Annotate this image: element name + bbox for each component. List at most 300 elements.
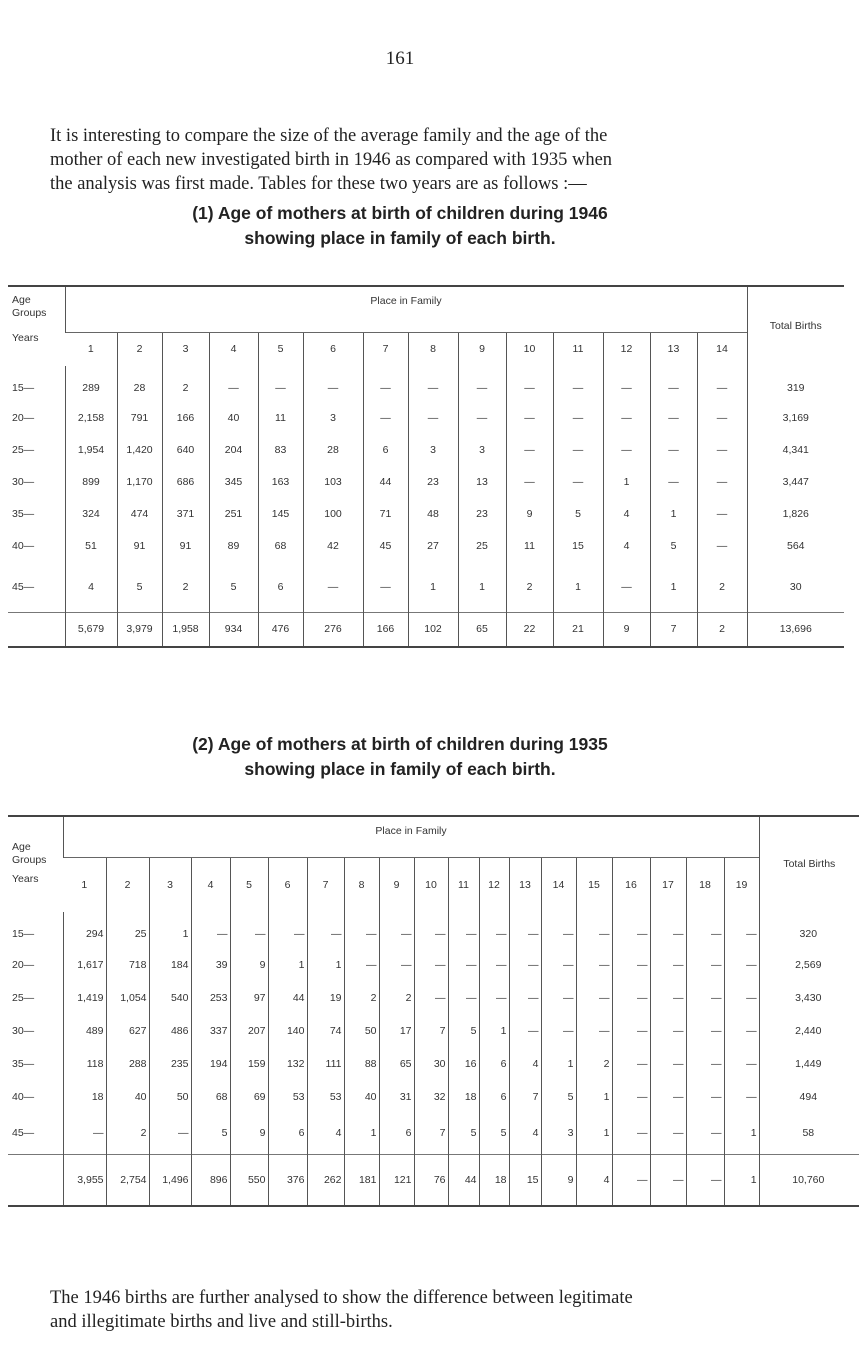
table-cell: — — [458, 402, 506, 434]
age-group-cell: 30— — [12, 1024, 35, 1037]
column-header: 14 — [697, 332, 747, 366]
column-header: 12 — [479, 857, 509, 912]
table-cell: 1 — [541, 1047, 576, 1080]
table-cell: — — [612, 948, 650, 981]
table-cell: 1 — [724, 1113, 759, 1154]
column-header: 6 — [268, 857, 307, 912]
row-total-cell: 319 — [747, 366, 844, 402]
table-cell: 486 — [149, 1014, 191, 1047]
table-cell: 2 — [697, 562, 747, 612]
table-cell: 7 — [509, 1080, 541, 1113]
table-cell: — — [724, 1080, 759, 1113]
table-cell: 5 — [650, 530, 697, 562]
table-cell: 45 — [363, 530, 408, 562]
table-cell: 7 — [414, 1014, 448, 1047]
column-total-cell: 7 — [650, 612, 697, 647]
table-cell: — — [612, 1047, 650, 1080]
table-cell: — — [650, 402, 697, 434]
table-cell: 118 — [63, 1047, 106, 1080]
table-cell: 194 — [191, 1047, 230, 1080]
column-total-cell: 1,958 — [162, 612, 209, 647]
table-cell: — — [258, 366, 303, 402]
table-cell: 53 — [268, 1080, 307, 1113]
table-cell: 5 — [448, 1014, 479, 1047]
table-cell: 6 — [363, 434, 408, 466]
table-cell: 1,954 — [65, 434, 117, 466]
table-cell: — — [363, 562, 408, 612]
table-cell: 337 — [191, 1014, 230, 1047]
column-header: 7 — [363, 332, 408, 366]
table-cell: — — [650, 466, 697, 498]
table-cell: — — [408, 366, 458, 402]
table-cell: 23 — [458, 498, 506, 530]
row-total-cell: 320 — [759, 912, 859, 948]
table-cell: 71 — [363, 498, 408, 530]
table-cell: 1,419 — [63, 981, 106, 1014]
table-cell: — — [697, 530, 747, 562]
table-cell: 25 — [106, 912, 149, 948]
column-total-cell: 22 — [506, 612, 553, 647]
table-cell: 5 — [541, 1080, 576, 1113]
table-cell: — — [576, 912, 612, 948]
table-cell: 1 — [344, 1113, 379, 1154]
age-group-cell: 45— — [12, 580, 35, 593]
table-row — [8, 530, 844, 562]
column-total-cell: 9 — [603, 612, 650, 647]
age-group-cell: 20— — [12, 412, 35, 424]
table-cell: 288 — [106, 1047, 149, 1080]
column-header: 1 — [65, 332, 117, 366]
table-cell: — — [650, 981, 686, 1014]
column-total-cell: 18 — [479, 1154, 509, 1206]
table-cell: — — [509, 948, 541, 981]
table-cell: 89 — [209, 530, 258, 562]
table-cell: 48 — [408, 498, 458, 530]
row-total-cell: 2,569 — [759, 948, 859, 981]
column-total-cell: 76 — [414, 1154, 448, 1206]
column-total-cell: 15 — [509, 1154, 541, 1206]
table-cell: — — [650, 1113, 686, 1154]
table-cell: 235 — [149, 1047, 191, 1080]
table-cell: 69 — [230, 1080, 268, 1113]
table-row — [8, 1014, 859, 1047]
table-cell: 2 — [379, 981, 414, 1014]
table-cell: 1 — [576, 1113, 612, 1154]
column-total-cell: 44 — [448, 1154, 479, 1206]
table-cell: 2 — [162, 562, 209, 612]
table-cell: 1,617 — [63, 948, 106, 981]
table-cell: 28 — [117, 366, 162, 402]
row-total-cell: 58 — [759, 1113, 859, 1154]
table-cell: 1 — [603, 466, 650, 498]
table-cell: 16 — [448, 1047, 479, 1080]
table-cell: 3 — [303, 402, 363, 434]
table-cell: 474 — [117, 498, 162, 530]
intro-line: mother of each new investigated birth in 1946 as compared with 1935 when — [50, 150, 613, 170]
table-cell: 2 — [344, 981, 379, 1014]
table-cell: — — [509, 1014, 541, 1047]
table-cell: 9 — [230, 948, 268, 981]
column-header: 4 — [191, 857, 230, 912]
table-cell: 1 — [458, 562, 506, 612]
closing-line: The 1946 births are further analysed to show the difference between legitimate — [50, 1288, 633, 1308]
table-cell: — — [724, 912, 759, 948]
row-total-cell: 3,169 — [747, 402, 844, 434]
table-cell: — — [603, 366, 650, 402]
column-header: 8 — [344, 857, 379, 912]
row-total-cell: 494 — [759, 1080, 859, 1113]
table-cell: 1 — [650, 562, 697, 612]
table-cell: 6 — [268, 1113, 307, 1154]
table-cell: — — [541, 981, 576, 1014]
table-cell: 4 — [509, 1113, 541, 1154]
table-cell: — — [209, 366, 258, 402]
table-cell: 32 — [414, 1080, 448, 1113]
table-cell: — — [686, 1014, 724, 1047]
totals-label-cell — [8, 1154, 63, 1206]
table-cell: — — [553, 402, 603, 434]
table-cell: — — [724, 1014, 759, 1047]
table-cell: 44 — [363, 466, 408, 498]
page-number: 161 — [385, 48, 415, 69]
table-cell: 6 — [258, 562, 303, 612]
table-cell: 65 — [379, 1047, 414, 1080]
table-cell: — — [448, 948, 479, 981]
table-cell: — — [191, 912, 230, 948]
table-row — [8, 981, 859, 1014]
table-cell: 18 — [63, 1080, 106, 1113]
table-cell: 103 — [303, 466, 363, 498]
intro-paragraph — [50, 124, 770, 196]
table-cell: 4 — [307, 1113, 344, 1154]
table-cell: — — [448, 981, 479, 1014]
table1-subtitle: showing place in family of each birth. — [244, 228, 556, 248]
column-header: 16 — [612, 857, 650, 912]
row-total-cell: 1,449 — [759, 1047, 859, 1080]
table-cell: — — [724, 981, 759, 1014]
table-cell: 40 — [344, 1080, 379, 1113]
closing-line: and illegitimate births and live and still-births. — [50, 1312, 393, 1332]
table-cell: 27 — [408, 530, 458, 562]
table-cell: — — [307, 912, 344, 948]
column-header: 6 — [303, 332, 363, 366]
column-total-cell: 3,955 — [63, 1154, 106, 1206]
column-header: 18 — [686, 857, 724, 912]
total-births-header: Total Births — [759, 816, 859, 912]
column-header: 19 — [724, 857, 759, 912]
table-cell: 289 — [65, 366, 117, 402]
column-header: 2 — [117, 332, 162, 366]
table-row — [8, 1047, 859, 1080]
table-row — [8, 366, 844, 402]
age-group-cell: 40— — [12, 1090, 35, 1103]
table-cell: 253 — [191, 981, 230, 1014]
age-group-cell: 25— — [12, 991, 35, 1004]
years-label: Years — [12, 873, 39, 885]
table-cell: 19 — [307, 981, 344, 1014]
table-row — [8, 434, 844, 466]
table-cell: — — [414, 912, 448, 948]
column-header: 9 — [458, 332, 506, 366]
age-group-cell: 30— — [12, 476, 35, 488]
age-group-cell: 40— — [12, 540, 35, 552]
table-cell: — — [303, 366, 363, 402]
table2-heading — [0, 732, 800, 782]
table1 — [8, 285, 844, 648]
table-cell: — — [448, 912, 479, 948]
table-cell: 4 — [603, 498, 650, 530]
table-cell: — — [603, 434, 650, 466]
table-cell: 163 — [258, 466, 303, 498]
table-cell: 371 — [162, 498, 209, 530]
table-row — [8, 912, 859, 948]
row-total-cell: 3,447 — [747, 466, 844, 498]
row-total-cell: 4,341 — [747, 434, 844, 466]
table2-title: (2) Age of mothers at birth of children during 1935 — [192, 734, 608, 754]
table-cell: 1 — [650, 498, 697, 530]
table-cell: — — [149, 1113, 191, 1154]
table-cell: 6 — [379, 1113, 414, 1154]
row-total-cell: 3,430 — [759, 981, 859, 1014]
table-cell: 5 — [209, 562, 258, 612]
table-cell: — — [650, 434, 697, 466]
table-cell: 2 — [576, 1047, 612, 1080]
column-total-cell: 550 — [230, 1154, 268, 1206]
table-cell: 100 — [303, 498, 363, 530]
table-cell: 17 — [379, 1014, 414, 1047]
table2-age-header — [8, 816, 63, 912]
table-cell: — — [509, 912, 541, 948]
table-cell: 25 — [458, 530, 506, 562]
table-cell: 251 — [209, 498, 258, 530]
table-cell: 2 — [106, 1113, 149, 1154]
table-cell: 4 — [509, 1047, 541, 1080]
table-cell: 324 — [65, 498, 117, 530]
table-cell: 132 — [268, 1047, 307, 1080]
age-label: Age — [12, 841, 31, 853]
table-cell: 88 — [344, 1047, 379, 1080]
table-cell: — — [650, 366, 697, 402]
table-cell: 489 — [63, 1014, 106, 1047]
table-cell: — — [612, 981, 650, 1014]
table-cell: 718 — [106, 948, 149, 981]
table-cell: — — [650, 948, 686, 981]
table-cell: 184 — [149, 948, 191, 981]
column-total-cell: 1,496 — [149, 1154, 191, 1206]
table-row — [8, 466, 844, 498]
table-cell: 145 — [258, 498, 303, 530]
totals-label-cell — [8, 612, 65, 647]
table-cell: 4 — [603, 530, 650, 562]
table-cell: 53 — [307, 1080, 344, 1113]
column-total-cell: 181 — [344, 1154, 379, 1206]
table-cell: 345 — [209, 466, 258, 498]
table-row — [8, 498, 844, 530]
table-cell: — — [686, 1080, 724, 1113]
table-cell: 30 — [414, 1047, 448, 1080]
table-cell: — — [724, 1047, 759, 1080]
table-cell: 31 — [379, 1080, 414, 1113]
table-cell: — — [414, 981, 448, 1014]
place-in-family-header: Place in Family — [63, 816, 759, 857]
table-cell: 1 — [576, 1080, 612, 1113]
table-cell: 97 — [230, 981, 268, 1014]
table-cell: — — [414, 948, 448, 981]
column-total-cell: 65 — [458, 612, 506, 647]
table2-subtitle: showing place in family of each birth. — [244, 759, 556, 779]
column-total-cell: 376 — [268, 1154, 307, 1206]
table-cell: — — [268, 912, 307, 948]
age-group-cell: 15— — [12, 928, 35, 940]
age-group-cell: 35— — [12, 1057, 35, 1070]
table1-age-header — [8, 286, 65, 366]
table-cell: 40 — [209, 402, 258, 434]
table-cell: 11 — [506, 530, 553, 562]
table-cell: 111 — [307, 1047, 344, 1080]
table-cell: 50 — [149, 1080, 191, 1113]
table-cell: — — [603, 562, 650, 612]
table-cell: 42 — [303, 530, 363, 562]
table-cell: 9 — [506, 498, 553, 530]
table-cell: — — [509, 981, 541, 1014]
column-header: 13 — [509, 857, 541, 912]
column-header: 13 — [650, 332, 697, 366]
column-total-cell: — — [612, 1154, 650, 1206]
table-cell: 1 — [408, 562, 458, 612]
table-cell: 91 — [162, 530, 209, 562]
age-group-cell: 45— — [12, 1127, 35, 1140]
table-row — [8, 1080, 859, 1113]
column-header: 3 — [149, 857, 191, 912]
table-cell: 5 — [553, 498, 603, 530]
table-cell: 1,420 — [117, 434, 162, 466]
column-header: 7 — [307, 857, 344, 912]
table-cell: 5 — [191, 1113, 230, 1154]
column-total-cell: 896 — [191, 1154, 230, 1206]
table-cell: 40 — [106, 1080, 149, 1113]
intro-line: the analysis was first made. Tables for these two years are as follows :— — [50, 174, 587, 194]
table-cell: 207 — [230, 1014, 268, 1047]
table-cell: 1,054 — [106, 981, 149, 1014]
table-cell: — — [479, 912, 509, 948]
table-cell: 1 — [149, 912, 191, 948]
table-cell: 2 — [506, 562, 553, 612]
grand-total-cell: 13,696 — [747, 612, 844, 647]
table-row — [8, 402, 844, 434]
column-total-cell: — — [650, 1154, 686, 1206]
column-header: 12 — [603, 332, 650, 366]
table-cell: — — [408, 402, 458, 434]
table-cell: — — [63, 1113, 106, 1154]
column-header: 17 — [650, 857, 686, 912]
column-total-cell: 2 — [697, 612, 747, 647]
column-total-cell: 2,754 — [106, 1154, 149, 1206]
column-header: 2 — [106, 857, 149, 912]
table-cell: — — [541, 948, 576, 981]
column-header: 5 — [258, 332, 303, 366]
table-cell: 83 — [258, 434, 303, 466]
table-cell: 5 — [448, 1113, 479, 1154]
table-cell: — — [612, 1014, 650, 1047]
table-cell: 294 — [63, 912, 106, 948]
table-cell: 3 — [541, 1113, 576, 1154]
table-cell: 1 — [553, 562, 603, 612]
table-cell: 791 — [117, 402, 162, 434]
table-cell: 686 — [162, 466, 209, 498]
table-cell: — — [686, 948, 724, 981]
table-cell: 5 — [117, 562, 162, 612]
column-header: 4 — [209, 332, 258, 366]
table-cell: 4 — [65, 562, 117, 612]
table-cell: — — [612, 912, 650, 948]
intro-line: It is interesting to compare the size of the average family and the age of the — [50, 126, 608, 146]
row-total-cell: 2,440 — [759, 1014, 859, 1047]
table-cell: — — [576, 981, 612, 1014]
groups-label: Groups — [12, 854, 47, 866]
table-cell: — — [650, 1047, 686, 1080]
table-cell: — — [553, 434, 603, 466]
table-cell: 7 — [414, 1113, 448, 1154]
table-cell: — — [686, 912, 724, 948]
table-cell: 15 — [553, 530, 603, 562]
table-cell: — — [697, 466, 747, 498]
table-cell: 540 — [149, 981, 191, 1014]
table-cell: 9 — [230, 1113, 268, 1154]
table-cell: 166 — [162, 402, 209, 434]
table-row — [8, 1113, 859, 1154]
table-cell: 204 — [209, 434, 258, 466]
table-cell: — — [603, 402, 650, 434]
table1-title: (1) Age of mothers at birth of children during 1946 — [192, 203, 608, 223]
table1-heading — [0, 201, 800, 251]
column-total-cell: 5,679 — [65, 612, 117, 647]
table-cell: — — [553, 466, 603, 498]
column-total-cell: 262 — [307, 1154, 344, 1206]
table-cell: 11 — [258, 402, 303, 434]
table-cell: — — [303, 562, 363, 612]
age-group-cell: 20— — [12, 958, 35, 971]
table-cell: 159 — [230, 1047, 268, 1080]
table-cell: — — [479, 948, 509, 981]
table-cell: 1 — [268, 948, 307, 981]
table-cell: 91 — [117, 530, 162, 562]
table-cell: 1 — [307, 948, 344, 981]
table-cell: — — [541, 912, 576, 948]
column-header: 11 — [553, 332, 603, 366]
closing-paragraph — [50, 1286, 780, 1334]
table-cell: 68 — [191, 1080, 230, 1113]
table-cell: — — [650, 1014, 686, 1047]
table-cell: — — [697, 498, 747, 530]
table-cell: — — [553, 366, 603, 402]
column-total-cell: 476 — [258, 612, 303, 647]
table2 — [8, 815, 859, 1207]
row-total-cell: 30 — [747, 562, 844, 612]
table-cell: 640 — [162, 434, 209, 466]
table-cell: — — [697, 402, 747, 434]
table-cell: 6 — [479, 1080, 509, 1113]
table-cell: — — [724, 948, 759, 981]
column-header: 5 — [230, 857, 268, 912]
table-cell: 13 — [458, 466, 506, 498]
table-cell: — — [650, 1080, 686, 1113]
table-cell: — — [506, 466, 553, 498]
table-cell: — — [344, 912, 379, 948]
column-header: 9 — [379, 857, 414, 912]
column-header: 3 — [162, 332, 209, 366]
column-header: 1 — [63, 857, 106, 912]
table-cell: 68 — [258, 530, 303, 562]
